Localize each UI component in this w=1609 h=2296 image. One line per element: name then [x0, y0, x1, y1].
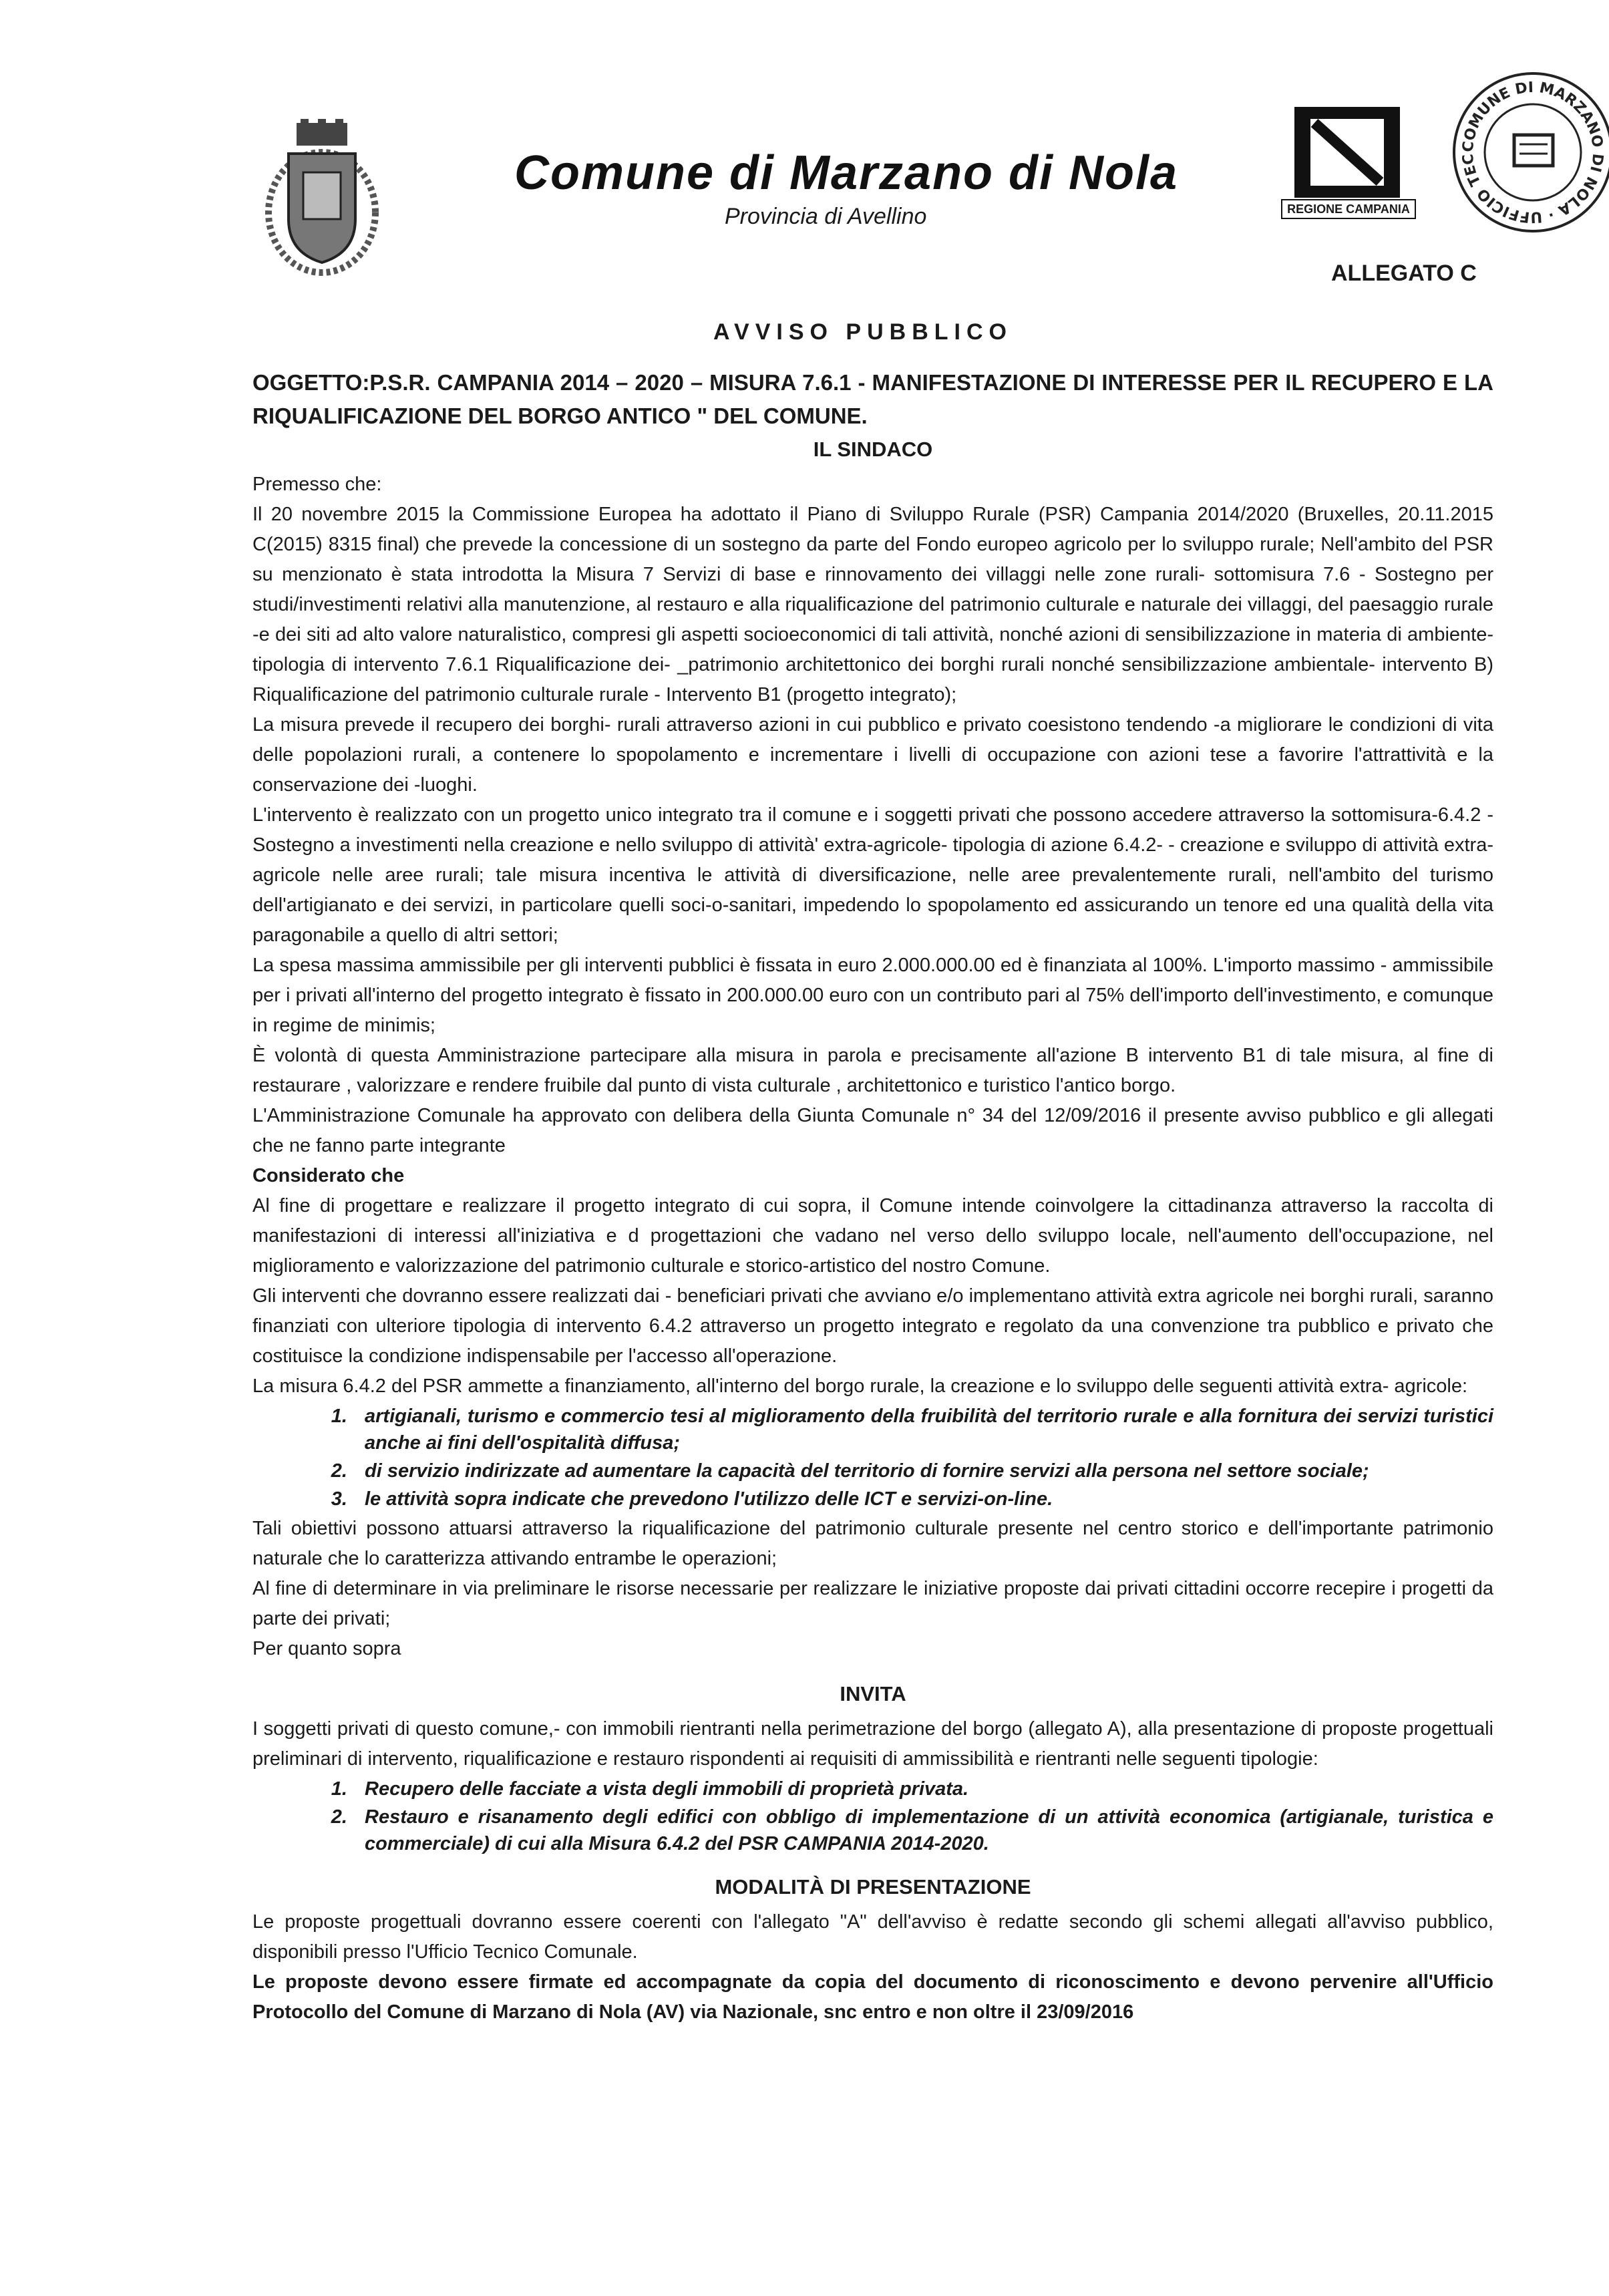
considered-paragraph-1: Al fine di progettare e realizzare il progetto integrato di cui sopra, il Comune intende coinvolgere la cittadinanza attraverso la raccolta di manifestazioni di interessi all'iniziativa e d progettazioni che vadano nel verso dello sviluppo locale, nell'aumento dell'occupazione, nel miglioramento e valorizzazione del patrimonio culturale e storico-artistico del nostro Comune.	[252, 1195, 1493, 1277]
author-heading: IL SINDACO	[813, 438, 933, 461]
premise-paragraph-6: L'Amministrazione Comunale ha approvato con delibera della Giunta Comunale n° 34 del 12/09/2016 il presente avviso pubblico e gli allegati che ne fanno parte integrante	[252, 1105, 1493, 1156]
invites-heading: INVITA	[840, 1682, 906, 1705]
submission-heading: MODALITÀ DI PRESENTAZIONE	[715, 1875, 1031, 1899]
typologies-list	[252, 1776, 1493, 1857]
considered-paragraph-2: Gli interventi che dovranno essere realizzati dai - beneficiari privati che avviano e/o implementano attività extra agricole nei borghi rurali, saranno finanziati con ulteriore tipologia di intervento 6.4.2 attraverso un progetto integrato e regolato da una convenzione tra pubblico e privato che costituisce la condizione indispensabile per l'accesso all'operazione.	[252, 1285, 1493, 1367]
considered-paragraph-3: La misura 6.4.2 del PSR ammette a finanziamento, all'interno del borgo rurale, la creazione e lo sviluppo delle seguenti attività extra- agricole:	[252, 1375, 1468, 1397]
submission-paragraph: Le proposte progettuali dovranno essere coerenti con l'allegato "A" dell'avviso è redatte secondo gli schemi allegati all'avviso pubblico, disponibili presso l'Ufficio Tecnico Comunale.	[252, 1911, 1493, 1963]
activity-item: 1. artigianali, turismo e commercio tesi al miglioramento della fruibilità del territorio rurale e alla fornitura dei servizi turistici anche ai fini dell'ospitalità diffusa;	[353, 1403, 1493, 1456]
municipal-crest-icon	[262, 119, 382, 276]
invites-paragraph: I soggetti privati di questo comune,- con immobili rientranti nella perimetrazione del borgo (allegato A), alla presentazione di proposte progettuali preliminari di intervento, riqualificazione e restauro rispondenti ai requisiti di ammissibilità e rientranti nelle seguenti tipologie:	[252, 1718, 1493, 1770]
premise-label: Premesso che:	[252, 474, 382, 495]
premise-paragraph-4: La spesa massima ammissibile per gli interventi pubblici è fissata in euro 2.000.000.00 ed è finanziata al 100%. L'importo massimo - ammissibile per i privati all'interno del progetto integrato è fissato in 200.000.00 euro con un contributo pari al 75% dell'importo dell'investimento, e comunque in regime de minimis;	[252, 955, 1493, 1036]
region-label: REGIONE CAMPANIA	[1281, 199, 1416, 219]
round-stamp-icon	[1439, 65, 1609, 253]
typology-item: 1. Recupero delle facciate a vista degli immobili di proprietà privata.	[353, 1776, 1493, 1802]
region-emblem-icon	[1281, 107, 1413, 198]
typology-item: 2. Restauro e risanamento degli edifici con obbligo di implementazione di un attività economica (artigianale, turistica e commerciale) di cui alla Misura 6.4.2 del PSR CAMPANIA 2014-2020.	[353, 1804, 1493, 1857]
considered-label: Considerato che	[252, 1165, 405, 1186]
subject-line: OGGETTO:P.S.R. CAMPANIA 2014 – 2020 – MISURA 7.6.1 - MANIFESTAZIONE DI INTERESSE PER IL RECUPERO E LA RIQUALIFICAZIONE DEL BORGO ANTICO " DEL COMUNE.	[252, 370, 1493, 428]
province-subtitle: Provincia di Avellino	[725, 204, 927, 229]
premise-paragraph-2: La misura prevede il recupero dei borghi- rurali attraverso azioni in cui pubblico e privato coesistono tendendo -a migliorare le condizioni di vita delle popolazioni rurali, a contenere lo spopolamento e incrementare i livelli di occupazione con azioni tese a favorire l'attrattività e la conservazione dei -luoghi.	[252, 714, 1493, 796]
office-stamp	[1439, 65, 1609, 253]
activities-list	[252, 1403, 1493, 1512]
preliminary-paragraph: Al fine di determinare in via preliminare le risorse necessarie per realizzare le iniziative proposte dai privati cittadini occorre recepire i progetti da parte dei privati;	[252, 1578, 1493, 1629]
attachment-label: ALLEGATO C	[1331, 261, 1477, 286]
therefore-line: Per quanto sopra	[252, 1638, 401, 1659]
municipality-title: Comune di Marzano di Nola	[514, 146, 1179, 200]
document-body	[252, 366, 1493, 2027]
activity-item: 3. le attività sopra indicate che prevedono l'utilizzo delle ICT e servizi-on-line.	[353, 1486, 1493, 1512]
activity-item: 2. di servizio indirizzate ad aumentare la capacità del territorio di fornire servizi alla persona nel settore sociale;	[353, 1458, 1493, 1484]
submission-deadline: Le proposte devono essere firmate ed accompagnate da copia del documento di riconoscimento e devono pervenire all'Ufficio Protocollo del Comune di Marzano di Nola (AV) via Nazionale, snc entro e non oltre il 23/09/2016	[252, 1971, 1493, 2023]
premise-paragraph-3: L'intervento è realizzato con un progetto unico integrato tra il comune e i soggetti privati che possono accedere attraverso la sottomisura-6.4.2 - Sostegno a investimenti nella creazione e nello sviluppo di attività' extra-agricole- tipologia di azione 6.4.2- - creazione e sviluppo di attività extra- agricole nelle aree rurali; tale misura incentiva le attività di diversificazione, nelle aree prevalentemente rurali, nell'ambito del turismo dell'artigianato e dei servizi, in particolare quelli soci-o-sanitari, impedendo lo spopolamento ed assicurando un tenore ed una qualità della vita paragonabile a quello di altri settori;	[252, 804, 1493, 946]
notice-heading: AVVISO PUBBLICO	[713, 319, 1013, 345]
objectives-paragraph: Tali obiettivi possono attuarsi attraverso la riqualificazione del patrimonio culturale presente nel centro storico e dell'importante patrimonio naturale che lo caratterizza attivando entrambe le operazioni;	[252, 1518, 1493, 1569]
premise-paragraph-5: È volontà di questa Amministrazione partecipare alla misura in parola e precisamente all'azione B intervento B1 di tale misura, al fine di restaurare , valorizzare e rendere fruibile dal punto di vista culturale , architettonico e turistico l'antico borgo.	[252, 1045, 1493, 1096]
region-logo	[1281, 107, 1413, 220]
premise-paragraph-1: Il 20 novembre 2015 la Commissione Europea ha adottato il Piano di Sviluppo Rurale (PSR) Campania 2014/2020 (Bruxelles, 20.11.2015 C(2015) 8315 final) che prevede la concessione di un sostegno da parte del Fondo europeo agricolo per lo sviluppo rurale; Nell'ambito del PSR su menzionato è stata introdotta la Misura 7 Servizi di base e rinnovamento dei villaggi nelle zone rurali- sottomisura 7.6 - Sostegno per studi/investimenti relativi alla manutenzione, al restauro e alla riqualificazione del patrimonio culturale e naturale dei villaggi, del paesaggio rurale -e dei siti ad alto valore naturalistico, compresi gli aspetti socioeconomici di tali attività, nonché azioni di sensibilizzazione in materia di ambiente- tipologia di intervento 7.6.1 Riqualificazione dei- _patrimonio architettonico dei borghi rurali nonché sensibilizzazione ambientale- intervento B) Riqualificazione del patrimonio culturale rurale - Intervento B1 (progetto integrato);	[252, 504, 1493, 705]
stamp-text: COMUNE DI MARZANO DI NOLA · UFFICIO TEC	[1459, 79, 1606, 226]
